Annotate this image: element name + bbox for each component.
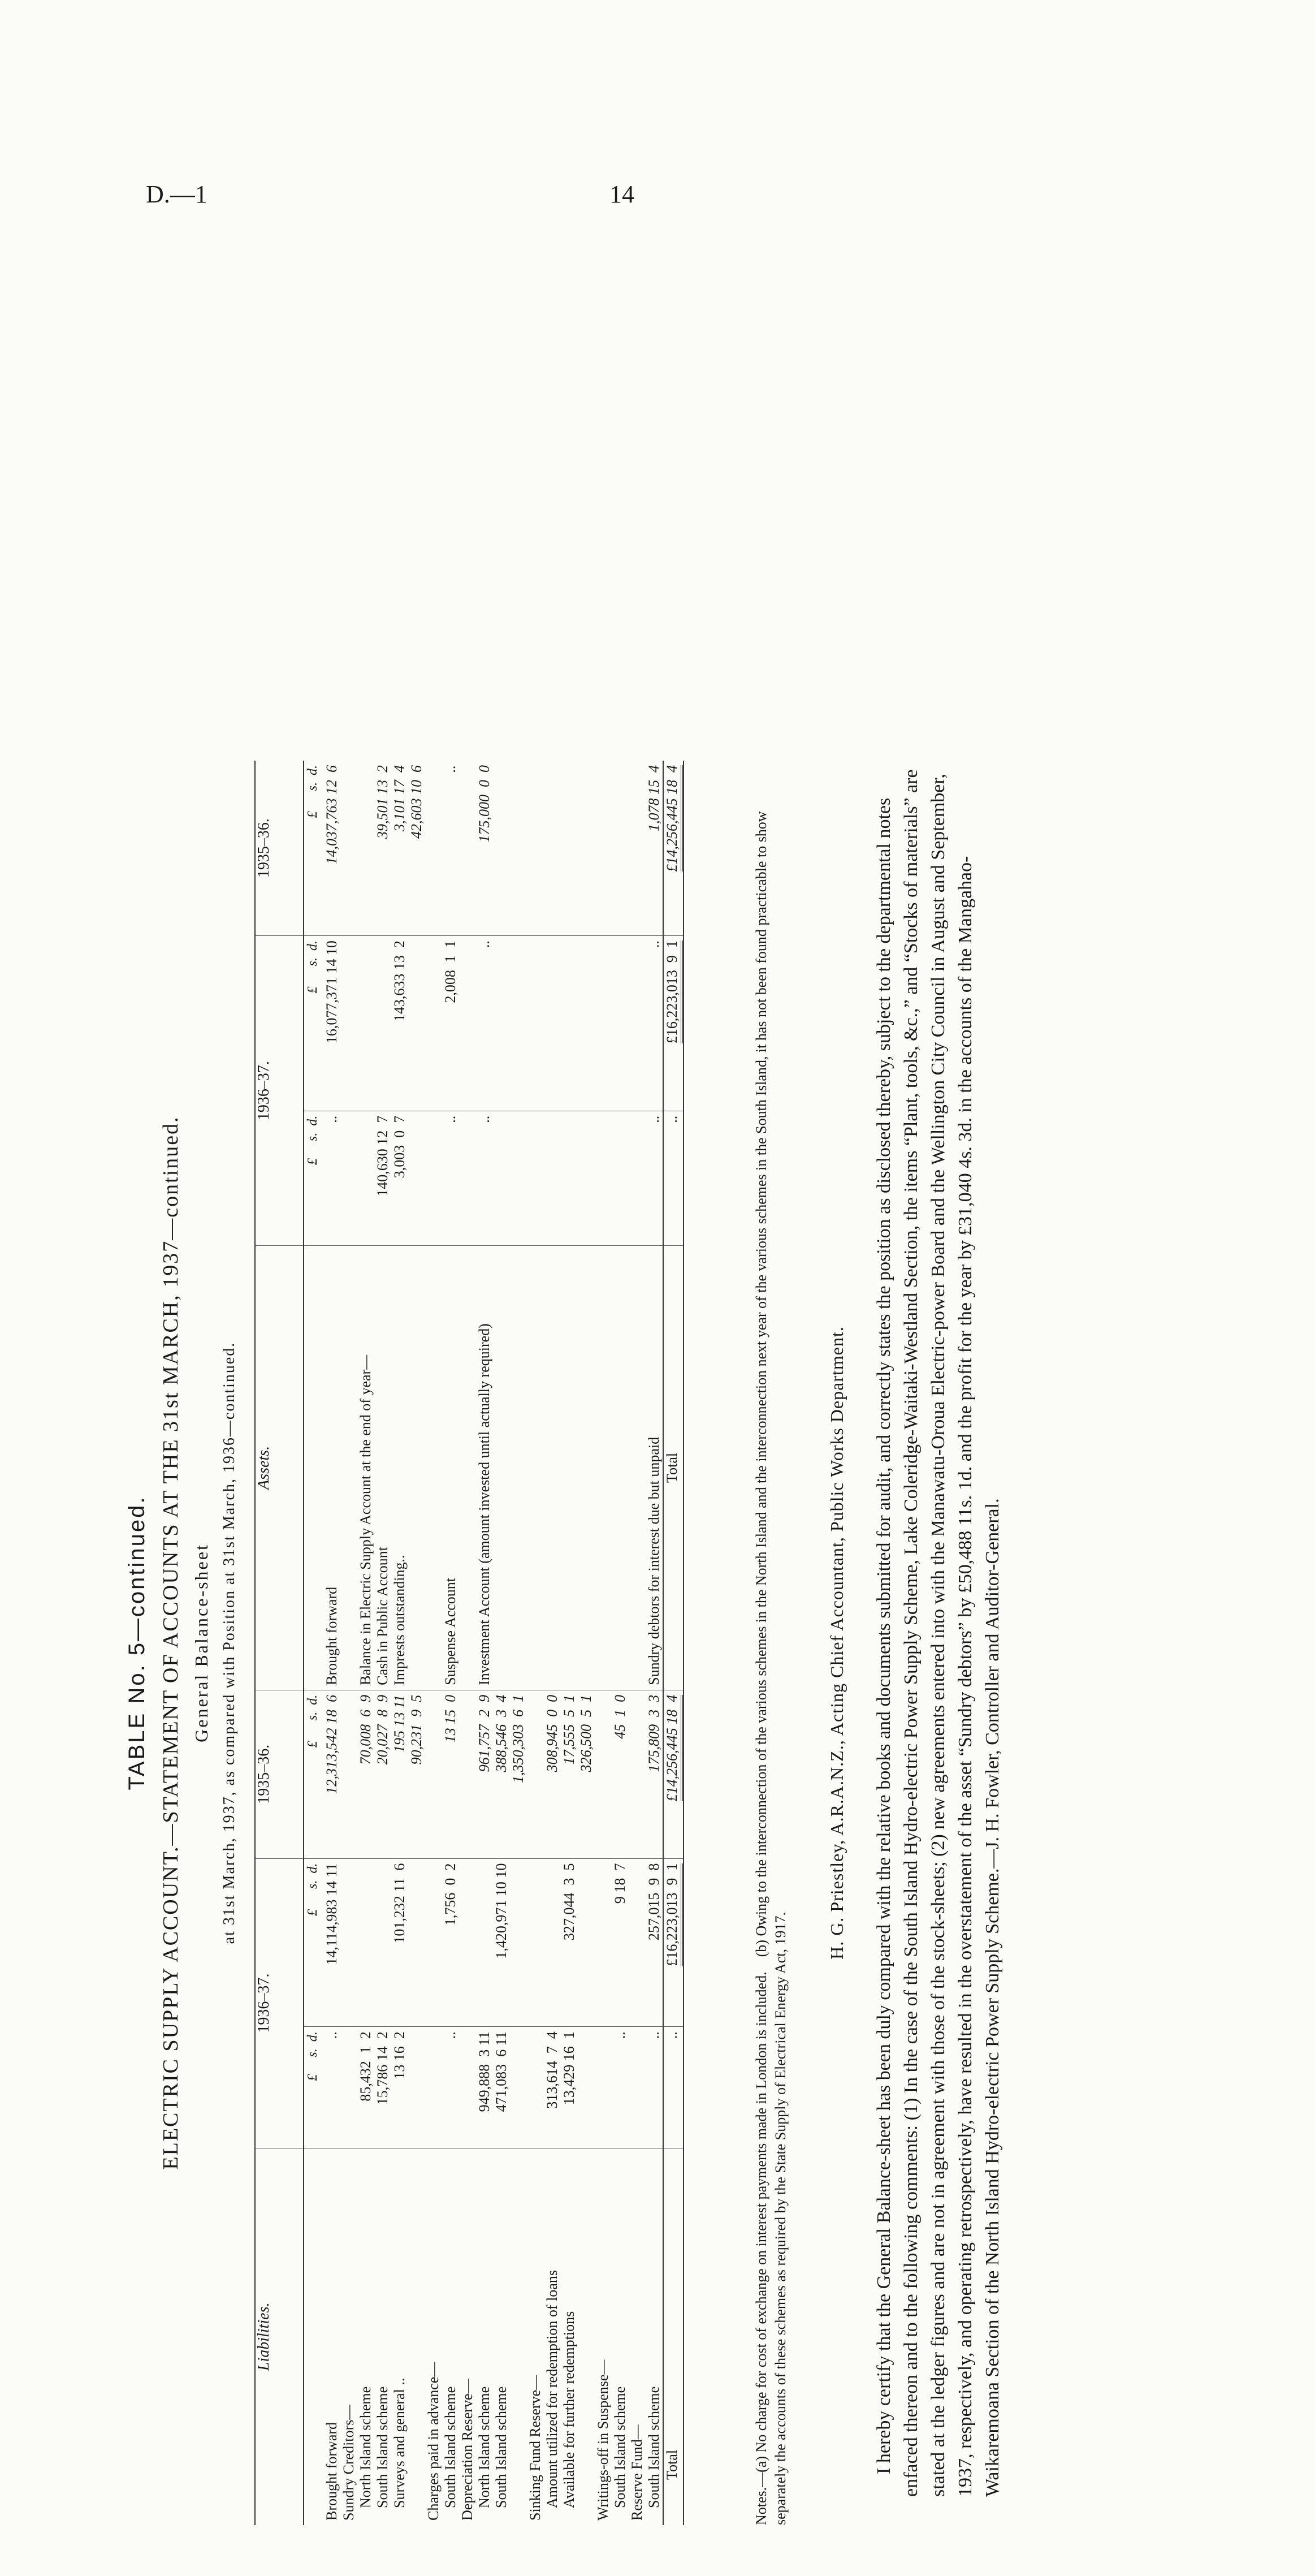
asset-inner-amount <box>408 1111 425 1245</box>
asset-1937-amount <box>408 936 425 1111</box>
asset-1937-amount <box>374 936 391 1111</box>
asset-1937-amount <box>357 936 374 1111</box>
assets-total-label: Total <box>663 1245 684 1690</box>
lsd-label: £ s. d. <box>304 761 323 936</box>
lsd-label: £ s. d. <box>304 1858 323 2027</box>
table-row <box>476 761 493 2525</box>
liability-label: Available for further redemptions <box>561 2311 577 2508</box>
liability-1937-amount: 9 18 7 <box>612 1858 629 2027</box>
liability-inner-amount <box>340 2027 357 2148</box>
table-row <box>323 761 340 2525</box>
liability-1937-amount: 1,420,971 10 10 <box>493 1858 510 2027</box>
asset-inner-amount <box>578 1111 595 1245</box>
asset-1937-amount: 143,633 13 2 <box>391 936 408 1111</box>
table-row <box>391 761 408 2525</box>
asset-inner-amount: 3,003 0 7 <box>391 1111 408 1245</box>
liability-1937-amount <box>595 1858 612 2027</box>
sheet-title: General Balance-sheet <box>191 1543 211 1742</box>
liability-label <box>578 2148 595 2525</box>
asset-label: Brought forward <box>323 1245 340 1690</box>
liability-1937-amount: 101,232 11 6 <box>391 1858 408 2027</box>
asset-1936-amount <box>595 761 612 936</box>
asset-inner-amount: .. <box>323 1111 340 1245</box>
table-row <box>425 761 442 2525</box>
liability-1936-amount: 1,350,303 6 1 <box>510 1690 527 1858</box>
liability-1937-amount <box>629 1858 646 2027</box>
liabilities-total-label: Total <box>663 2148 684 2525</box>
table-row <box>340 761 357 2525</box>
asset-1936-amount <box>459 761 476 936</box>
liability-inner-amount <box>629 2027 646 2148</box>
asset-inner-amount: .. <box>646 1111 663 1245</box>
asset-label <box>425 1245 442 1690</box>
assets-1937-header: 1936–37. <box>255 936 304 1246</box>
asset-1937-amount <box>578 936 595 1111</box>
liability-1937-amount: 1,756 0 2 <box>442 1858 459 2027</box>
asset-1937-amount: 16,077,371 14 10 <box>323 936 340 1111</box>
liability-1936-amount: 175,809 3 3 <box>646 1690 663 1858</box>
liability-inner-amount: 13 16 2 <box>391 2027 408 2148</box>
liabilities-1936-header: 1935–36. <box>255 1690 304 1858</box>
asset-label: Sundry debtors for interest due but unpaid <box>646 1245 663 1690</box>
asset-1936-amount: 3,101 17 4 <box>391 761 408 936</box>
liability-inner-amount <box>527 2027 544 2148</box>
asset-inner-amount: 140,630 12 7 <box>374 1111 391 1245</box>
liability-inner-amount <box>510 2027 527 2148</box>
liability-inner-amount: .. <box>442 2027 459 2148</box>
liability-1937-amount: 327,044 3 5 <box>561 1858 578 2027</box>
liability-label: North Island scheme <box>476 2386 492 2508</box>
asset-label <box>340 1245 357 1690</box>
liability-1937-amount <box>544 1858 561 2027</box>
asset-1936-amount: .. <box>442 761 459 936</box>
audit-certificate: I hereby certify that the General Balance-sheet has been duly compared with the relative books and documents submitted for audit, and correctly states the position as disclosed thereby, subject to the departmental notes enfaced thereon and to the following comments: (1) In the case of the South Island Hydro-electric Power Supply Scheme, Lake Coleridge-Waitaki-Westland Section, the items “Plant, tools, &c.,” and “Stocks of materials” are stated at the ledger figures and are not in agreement with those of the stock-sheets; (2) new agreements entered into with the Manawatu-Oroua Electric-power Board and the Wellington City Council in August and September, 1937, respectively, and operating retrospectively, have resulted in the overstatement of the asset “Sundry debtors” by £50,488 11s. 1d. and the profit for the year by £31,040 4s. 3d. in the accounts of the Mangahao-Waikaremoana Section of the North Island Hydro-electric Power Supply Scheme.—J. H. Fowler, Controller and Auditor-General. <box>873 769 1003 2497</box>
liability-1936-amount <box>527 1690 544 1858</box>
liability-inner-amount <box>595 2027 612 2148</box>
liabilities-1937-header: 1936–37. <box>255 1858 304 2148</box>
asset-1937-amount <box>527 936 544 1111</box>
liability-label: Brought forward <box>323 2422 340 2521</box>
liability-label: Sundry Creditors— <box>340 2405 357 2521</box>
asset-1937-amount: 2,008 1 1 <box>442 936 459 1111</box>
liability-1936-amount: 12,313,542 18 6 <box>323 1690 340 1858</box>
asset-inner-amount: .. <box>442 1111 459 1245</box>
note-b: (b) Owing to the interconnection of the various schemes in the North Island and the interconnection next year of the various schemes in the South Island, it has not been found practicable to show separately the accounts of these schemes as required by the State Supply of Electrical Energy Act, 1917. <box>753 811 789 2525</box>
table-row <box>510 761 527 2525</box>
liability-inner-amount: 13,429 16 1 <box>561 2027 578 2148</box>
asset-1936-amount <box>357 761 374 936</box>
asset-label: Imprests outstanding.. <box>391 1245 408 1690</box>
asset-1936-amount <box>493 761 510 936</box>
liability-1936-amount: 20,027 8 9 <box>374 1690 391 1858</box>
asset-1936-amount: 175,000 0 0 <box>476 761 493 936</box>
liability-label: North Island scheme <box>357 2386 374 2508</box>
asset-label <box>527 1245 544 1690</box>
assets-total-1936: £14,256,445 18 4 <box>664 765 683 872</box>
liability-label: Writings-off in Suspense— <box>595 2359 611 2521</box>
asset-inner-amount <box>493 1111 510 1245</box>
liability-1936-amount: 90,231 9 5 <box>408 1690 425 1858</box>
liability-label: South Island scheme <box>646 2386 662 2508</box>
page-title: ELECTRIC SUPPLY ACCOUNT.—STATEMENT OF ACCOUNTS AT THE 31st MARCH, 1937—continued. <box>159 1116 183 2170</box>
liability-inner-amount <box>459 2027 476 2148</box>
liability-label: South Island scheme <box>493 2386 509 2508</box>
table-row <box>612 761 629 2525</box>
accountant-signature: H. G. Priestley, A.R.A.N.Z., Acting Chief Accountant, Public Works Department. <box>827 1326 847 1960</box>
liability-1937-amount <box>578 1858 595 2027</box>
liability-1937-amount: 257,015 9 8 <box>646 1858 663 2027</box>
asset-inner-amount <box>612 1111 629 1245</box>
asset-inner-amount <box>527 1111 544 1245</box>
lsd-label: £ s. d. <box>304 2027 323 2148</box>
asset-1936-amount: 39,501 13 2 <box>374 761 391 936</box>
liability-inner-amount: 949,888 3 11 <box>476 2027 493 2148</box>
liability-inner-amount: .. <box>646 2027 663 2148</box>
asset-1936-amount <box>561 761 578 936</box>
asset-inner-amount <box>544 1111 561 1245</box>
liability-1937-amount <box>510 1858 527 2027</box>
liability-1936-amount <box>459 1690 476 1858</box>
table-row <box>442 761 459 2525</box>
table-row <box>629 761 646 2525</box>
liability-label: Amount utilized for redemption of loans <box>544 2270 560 2508</box>
liabilities-header: Liabilities. <box>255 2148 304 2525</box>
asset-label: Balance in Electric Supply Account at the end of year— <box>357 1245 374 1690</box>
liability-label: Charges paid in advance— <box>425 2362 442 2521</box>
asset-1936-amount <box>425 761 442 936</box>
asset-1937-amount <box>340 936 357 1111</box>
asset-label <box>493 1245 510 1690</box>
liability-inner-amount: .. <box>612 2027 629 2148</box>
balance-sheet-table: Liabilities. 1936–37. 1935–36. Assets. 1936–37. 1935–36. £ s. d. £ s. d. £ s. d. £ s. d. £ s. d. £ s. d. Brought forward .. 14,114,983 14 11 12,313,542 18 6 Brought forward .. 16,077,371 14 10 14,037,763 12 6 Sundry Creditors— North Island scheme 85,432 1 2 70,008 6 9 Balance in Electric Supply Account at the end of year— South Island scheme 15,786 14 2 20,027 8 9 Cash in Public Account 140,630 12 7 39,501 13 2 Surveys and general .. 13 16 2 101,232 11 6 195 13 11 Imprests outstanding.. 3,003 0 7 143,633 13 2 3,101 17 4 90,231 9 5 42,603 10 6 Charges paid in advance— South Island scheme .. 1,756 0 2 13 15 0 Suspense Account .. 2,008 1 1 .. Depreciation Reserve— North Island scheme 949,888 3 11 961,757 2 9 Investment Account (amount invested until actually required) .. .. 175,000 0 0 South Island scheme 471,083 6 11 1,420,971 10 10 388,546 3 4 1,350,303 6 1 Sinking Fund Reserve— Amount utilized for redemption of loans 313,614 7 4 308,945 0 0 Available for further redemptions 13,429 16 1 327,044 3 5 17,555 5 1 326,500 5 1 Writings-off in Suspense— South Island scheme .. 9 18 7 45 1 0 Reserve Fund— South Island scheme .. 257,015 9 8 175,809 3 3 Sundry debtors for interest due but unpaid .. .. 1,078 15 4 Total .. £16,223,013 9 1 £14,256,445 18 4 Total .. £16,223,013 9 1 £14,256,445 18 4 <box>254 761 684 2525</box>
lsd-label: £ s. d. <box>304 1111 323 1245</box>
liability-1936-amount <box>340 1690 357 1858</box>
rotated-page-body <box>113 710 1187 2576</box>
lsd-label: £ s. d. <box>304 936 323 1111</box>
asset-1936-amount <box>544 761 561 936</box>
liability-1937-amount <box>374 1858 391 2027</box>
lsd-label: £ s. d. <box>304 1690 323 1858</box>
asset-1937-amount <box>595 936 612 1111</box>
table-row <box>646 761 663 2525</box>
table-row <box>493 761 510 2525</box>
liability-inner-amount <box>425 2027 442 2148</box>
asset-label <box>595 1245 612 1690</box>
liability-1937-amount <box>340 1858 357 2027</box>
table-row <box>544 761 561 2525</box>
asset-label: Cash in Public Account <box>374 1245 391 1690</box>
liability-1936-amount: 195 13 11 <box>391 1690 408 1858</box>
liability-inner-amount: 471,083 6 11 <box>493 2027 510 2148</box>
assets-header: Assets. <box>255 1245 304 1690</box>
liability-inner-amount <box>408 2027 425 2148</box>
asset-1937-amount <box>561 936 578 1111</box>
liability-1936-amount: 961,757 2 9 <box>476 1690 493 1858</box>
asset-1936-amount: 14,037,763 12 6 <box>323 761 340 936</box>
asset-1937-amount <box>493 936 510 1111</box>
liability-label <box>510 2148 527 2525</box>
liability-inner-amount: 85,432 1 2 <box>357 2027 374 2148</box>
liability-1937-amount: 14,114,983 14 11 <box>323 1858 340 2027</box>
asset-inner-amount <box>340 1111 357 1245</box>
liability-label: South Island scheme <box>442 2386 458 2508</box>
asset-1936-amount <box>527 761 544 936</box>
liability-label: Reserve Fund— <box>629 2424 645 2521</box>
liability-1936-amount: 17,555 5 1 <box>561 1690 578 1858</box>
table-row <box>527 761 544 2525</box>
liability-1937-amount <box>357 1858 374 2027</box>
liability-1937-amount <box>527 1858 544 2027</box>
asset-1936-amount: 42,603 10 6 <box>408 761 425 936</box>
liability-label <box>408 2148 425 2525</box>
page-number: 14 <box>609 180 634 208</box>
liability-1937-amount <box>459 1858 476 2027</box>
table-number-heading: TABLE No. 5—continued. <box>124 1495 149 1790</box>
liability-label: Surveys and general .. <box>391 2377 408 2508</box>
asset-inner-amount <box>561 1111 578 1245</box>
asset-1937-amount: .. <box>646 936 663 1111</box>
asset-1936-amount <box>612 761 629 936</box>
asset-1936-amount <box>578 761 595 936</box>
asset-inner-amount <box>357 1111 374 1245</box>
liability-1937-amount <box>425 1858 442 2027</box>
table-row <box>561 761 578 2525</box>
asset-1937-amount <box>510 936 527 1111</box>
table-row <box>408 761 425 2525</box>
liability-1936-amount: 13 15 0 <box>442 1690 459 1858</box>
liability-1937-amount <box>476 1858 493 2027</box>
liability-1936-amount: 308,945 0 0 <box>544 1690 561 1858</box>
liabilities-total-1936: £14,256,445 18 4 <box>664 1695 683 1802</box>
table-row <box>578 761 595 2525</box>
asset-label <box>408 1245 425 1690</box>
asset-inner-amount <box>459 1111 476 1245</box>
liability-inner-amount <box>578 2027 595 2148</box>
asset-1937-amount <box>629 936 646 1111</box>
asset-label <box>459 1245 476 1690</box>
liability-inner-amount: 15,786 14 2 <box>374 2027 391 2148</box>
note-a: Notes.—(a) No charge for cost of exchange on interest payments made in London is included. <box>753 1971 769 2525</box>
liability-1936-amount <box>595 1690 612 1858</box>
asset-1937-amount: .. <box>476 936 493 1111</box>
sheet-subtitle: at 31st March, 1937, as compared with Position at 31st March, 1936—continued. <box>220 1341 238 1944</box>
asset-1936-amount <box>510 761 527 936</box>
table-row <box>595 761 612 2525</box>
asset-inner-amount: .. <box>476 1111 493 1245</box>
table-row <box>357 761 374 2525</box>
asset-label <box>544 1245 561 1690</box>
liability-label: South Island scheme <box>612 2386 628 2508</box>
asset-1936-amount <box>340 761 357 936</box>
asset-1936-amount: 1,078 15 4 <box>646 761 663 936</box>
liability-1936-amount: 45 1 0 <box>612 1690 629 1858</box>
asset-inner-amount <box>510 1111 527 1245</box>
asset-label <box>510 1245 527 1690</box>
asset-1937-amount <box>459 936 476 1111</box>
liability-1936-amount <box>425 1690 442 1858</box>
table-row <box>374 761 391 2525</box>
liability-label: Depreciation Reserve— <box>459 2379 475 2521</box>
asset-1936-amount <box>629 761 646 936</box>
liability-inner-amount: .. <box>323 2027 340 2148</box>
asset-label <box>612 1245 629 1690</box>
asset-inner-amount <box>629 1111 646 1245</box>
asset-label: Investment Account (amount invested until actually required) <box>476 1245 493 1690</box>
asset-label <box>629 1245 646 1690</box>
asset-label <box>578 1245 595 1690</box>
page-code: D.—1 <box>146 180 207 208</box>
asset-inner-amount <box>595 1111 612 1245</box>
table-row <box>459 761 476 2525</box>
notes <box>752 761 790 2525</box>
liability-1936-amount: 70,008 6 9 <box>357 1690 374 1858</box>
liability-label: Sinking Fund Reserve— <box>527 2375 543 2521</box>
liability-label: South Island scheme <box>374 2386 391 2508</box>
liability-inner-amount: 313,614 7 4 <box>544 2027 561 2148</box>
assets-1936-header: 1935–36. <box>255 761 304 936</box>
asset-inner-amount <box>425 1111 442 1245</box>
asset-label <box>561 1245 578 1690</box>
assets-total-1937: £16,223,013 9 1 <box>664 940 683 1043</box>
liability-1936-amount <box>629 1690 646 1858</box>
asset-label: Suspense Account <box>442 1245 459 1690</box>
liability-1936-amount: 388,546 3 4 <box>493 1690 510 1858</box>
asset-1937-amount <box>544 936 561 1111</box>
liabilities-total-1937: £16,223,013 9 1 <box>664 1863 683 1966</box>
liability-1936-amount: 326,500 5 1 <box>578 1690 595 1858</box>
liability-1937-amount <box>408 1858 425 2027</box>
asset-1937-amount <box>425 936 442 1111</box>
asset-1937-amount <box>612 936 629 1111</box>
